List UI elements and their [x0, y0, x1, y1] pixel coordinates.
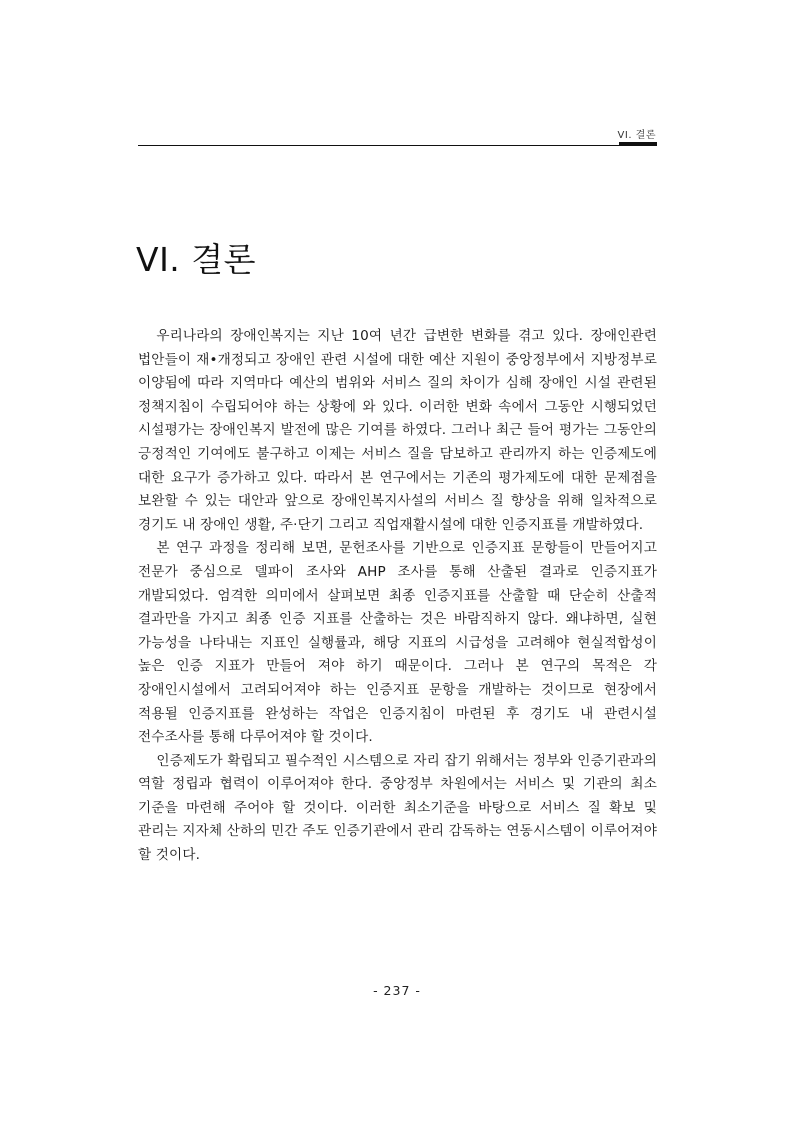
running-header: VI. 결론: [617, 130, 656, 141]
paragraph-2: 본 연구 과정을 정리해 보면, 문헌조사를 기반으로 인증지표 문항들이 만들어지고 전문가 중심으로 델파이 조사와 AHP 조사를 통해 산출된 결과로 인증지표가 개발되었다. 엄격한 의미에서 살펴보면 최종 인증지표를 산출할 때 단순히 산출적 결과만을 가지고 최종 인증 지표를 산출하는 것은 바람직하지 않다. 왜냐하면, 실현 가능성을 나타내는 지표인 실행률과, 해당 지표의 시급성을 고려해야 현실적합성이 높은 인증 지표가 만들어 져야 하기 때문이다. 그러나 본 연구의 목적은 각 장애인시설에서 고려되어져야 하는 인증지표 문항을 개발하는 것이므로 현장에서 적용될 인증지표를 완성하는 작업은 인증지침이 마련된 후 경기도 내 관련시설 전수조사를 통해 다루어져야 할 것이다.: [138, 540, 657, 746]
paragraph-3: 인증제도가 확립되고 필수적인 시스템으로 자리 잡기 위해서는 정부와 인증기관과의 역할 정립과 협력이 이루어져야 한다. 중앙정부 차원에서는 서비스 및 기관의 최소 기준을 마련해 주어야 할 것이다. 이러한 최소기준을 바탕으로 서비스 질 확보 및 관리는 지자체 산하의 민간 주도 인증기관에서 관리 감독하는 연동시스템이 이루어져야 할 것이다.: [138, 752, 657, 864]
page-number: - 237 -: [373, 983, 421, 998]
chapter-title: VI. 결론: [136, 240, 257, 279]
body-text: [138, 325, 657, 868]
paragraph-1: 우리나라의 장애인복지는 지난 10여 년간 급변한 변화를 겪고 있다. 장애인관련 법안들이 재•개정되고 장애인 관련 시설에 대한 예산 지원이 중앙정부에서 지방정부로 이양됨에 따라 지역마다 예산의 범위와 서비스 질의 차이가 심해 장애인 시설 관련된 정책지침이 수립되어야 하는 상황에 와 있다. 이러한 변화 속에서 그동안 시행되었던 시설평가는 장애인복지 발전에 많은 기여를 하였다. 그러나 최근 들어 평가는 그동안의 긍정적인 기여에도 불구하고 이제는 서비스 질을 담보하고 관리까지 하는 인증제도에 대한 요구가 증가하고 있다. 따라서 본 연구에서는 기존의 평가제도에 대한 문제점을 보완할 수 있는 대안과 앞으로 장애인복지사설의 서비스 질 향상을 위해 일차적으로 경기도 내 장애인 생활, 주·단기 그리고 직업재활시설에 대한 인증지표를 개발하였다.: [138, 328, 657, 533]
header-rule: [138, 145, 657, 146]
